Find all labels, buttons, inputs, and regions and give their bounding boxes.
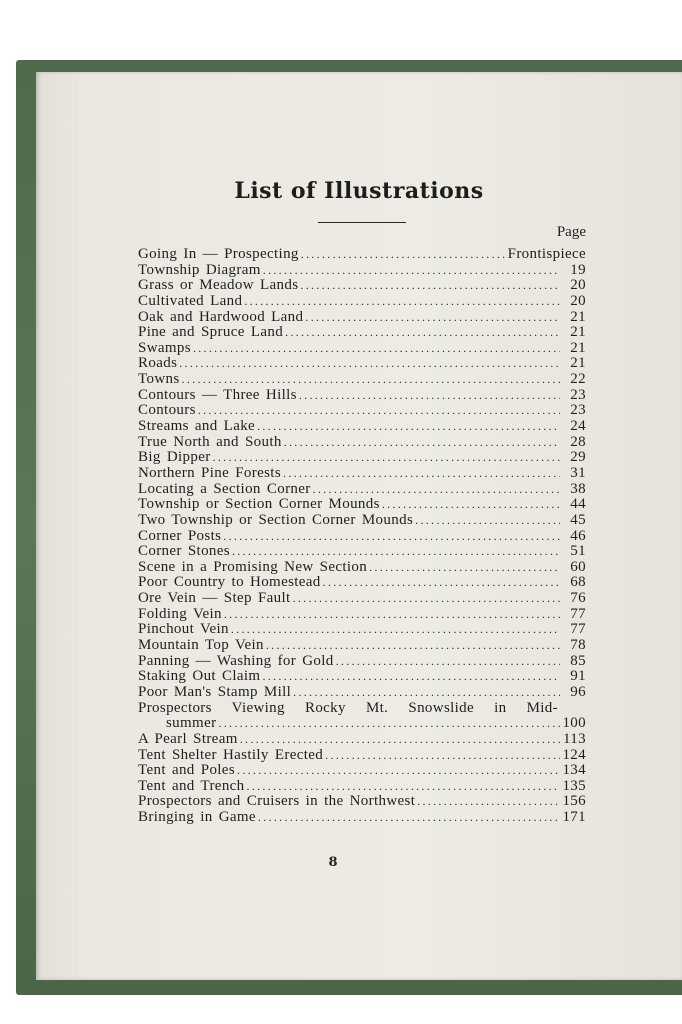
leader-dots <box>313 482 560 498</box>
entry-label: Panning — Washing for Gold <box>138 652 334 669</box>
leader-dots <box>182 372 560 388</box>
list-item <box>138 310 586 326</box>
leader-dots <box>258 810 560 826</box>
list-item <box>138 763 586 779</box>
entry-label: Oak and Hardwood Land <box>138 308 304 325</box>
list-item <box>138 654 586 670</box>
list-item <box>138 560 586 576</box>
leader-dots <box>263 263 560 279</box>
entry-page: 24 <box>570 418 586 435</box>
entry-page: 21 <box>570 324 586 341</box>
leader-dots <box>244 294 560 310</box>
entry-page: 113 <box>563 730 586 747</box>
leader-dots <box>232 544 560 560</box>
leader-dots <box>300 278 560 294</box>
list-item <box>138 435 586 451</box>
list-item <box>138 685 586 701</box>
list-item <box>138 419 586 435</box>
entry-page: 76 <box>570 590 586 607</box>
leader-dots <box>293 591 560 607</box>
entry-page: 77 <box>570 605 586 622</box>
leader-dots <box>305 310 560 326</box>
entry-page: 28 <box>570 433 586 450</box>
entry-label: Big Dipper <box>138 449 211 466</box>
entry-page: 77 <box>570 621 586 638</box>
entry-label: Two Township or Section Corner Mounds <box>138 511 414 528</box>
list-item <box>138 669 586 685</box>
entry-page: 156 <box>562 793 586 810</box>
leader-dots <box>323 575 560 591</box>
list-item <box>138 779 586 795</box>
leader-dots <box>237 763 560 779</box>
leader-dots <box>266 638 560 654</box>
list-item <box>138 388 586 404</box>
entry-label: Tent and Trench <box>138 777 245 794</box>
entry-page: 21 <box>570 355 586 372</box>
entry-label: Corner Stones <box>138 543 230 560</box>
leader-dots <box>415 513 560 529</box>
entry-label: Staking Out Claim <box>138 668 261 685</box>
list-item <box>138 450 586 466</box>
leader-dots <box>198 403 560 419</box>
entry-label: Folding Vein <box>138 605 222 622</box>
entry-label: Pinchout Vein <box>138 621 229 638</box>
leader-dots <box>257 419 560 435</box>
leader-dots <box>301 247 506 263</box>
page-column-header: Page <box>556 224 586 240</box>
entry-page: 44 <box>570 496 586 513</box>
leader-dots <box>213 450 560 466</box>
entry-label: Bringing in Game <box>138 809 256 826</box>
leader-dots <box>283 466 560 482</box>
entry-page: 29 <box>570 449 586 466</box>
list-item <box>138 278 586 294</box>
entry-label: Scene in a Promising New Section <box>138 558 368 575</box>
entry-label: Pine and Spruce Land <box>138 324 284 341</box>
entry-label: Contours — Three Hills <box>138 386 297 403</box>
leader-dots <box>293 685 560 701</box>
entry-page: 124 <box>562 746 586 763</box>
leader-dots <box>262 669 560 685</box>
leader-dots <box>247 779 560 795</box>
entry-label: Township or Section Corner Mounds <box>138 496 380 513</box>
entry-label: Roads <box>138 355 178 372</box>
entry-label: Ore Vein — Step Fault <box>138 590 291 607</box>
entry-page: 51 <box>570 543 586 560</box>
list-item <box>138 622 586 638</box>
entry-page: 100 <box>562 715 586 732</box>
entry-page: 60 <box>570 558 586 575</box>
list-item <box>138 294 586 310</box>
leader-dots <box>218 716 560 732</box>
entry-page: 23 <box>570 402 586 419</box>
entry-page: 20 <box>570 292 586 309</box>
list-item <box>138 482 586 498</box>
entry-label: Towns <box>138 371 180 388</box>
entry-page: 96 <box>570 683 586 700</box>
list-item <box>138 325 586 341</box>
entry-label: Prospectors Viewing Rocky Mt. Snowslide in Mid- <box>138 699 558 716</box>
entry-page: 23 <box>570 386 586 403</box>
entry-label-continued: summer <box>166 715 217 732</box>
entry-page: 21 <box>570 339 586 356</box>
entry-page: 171 <box>562 809 586 826</box>
leader-dots <box>284 435 560 451</box>
list-item <box>138 575 586 591</box>
entry-page: 135 <box>562 777 586 794</box>
entry-label: True North and South <box>138 433 282 450</box>
list-item <box>138 794 586 810</box>
entry-label: Cultivated Land <box>138 292 243 309</box>
list-item <box>138 701 586 732</box>
leader-dots <box>299 388 560 404</box>
leader-dots <box>231 622 560 638</box>
list-item <box>138 497 586 513</box>
leader-dots <box>193 341 560 357</box>
leader-dots <box>224 607 560 623</box>
entry-label: Tent Shelter Hastily Erected <box>138 746 324 763</box>
entry-page: 21 <box>570 308 586 325</box>
entry-label: Prospectors and Cruisers in the Northwest <box>138 793 416 810</box>
list-item <box>138 544 586 560</box>
list-item <box>138 372 586 388</box>
book-page <box>36 72 682 980</box>
entry-label: Tent and Poles <box>138 762 236 779</box>
list-item <box>138 810 586 826</box>
list-item <box>138 732 586 748</box>
leader-dots <box>336 654 560 670</box>
leader-dots <box>285 325 560 341</box>
entry-label: Contours <box>138 402 196 419</box>
page-number: 8 <box>328 855 338 870</box>
entry-label: Poor Man's Stamp Mill <box>138 683 292 700</box>
entry-page: 134 <box>562 762 586 779</box>
entry-label: Locating a Section Corner <box>138 480 311 497</box>
list-item <box>138 356 586 372</box>
list-item <box>138 247 586 263</box>
list-item <box>138 607 586 623</box>
entry-label: Swamps <box>138 339 191 356</box>
entry-label: Township Diagram <box>138 261 261 278</box>
entry-label: A Pearl Stream <box>138 730 238 747</box>
title-rule <box>318 222 406 223</box>
entry-page: 20 <box>570 277 586 294</box>
list-item <box>138 513 586 529</box>
entry-page: 19 <box>570 261 586 278</box>
entry-label: Northern Pine Forests <box>138 464 282 481</box>
leader-dots <box>179 356 560 372</box>
entry-continuation <box>138 716 586 732</box>
entry-page: 85 <box>570 652 586 669</box>
entry-page: 78 <box>570 637 586 654</box>
entry-page: 31 <box>570 464 586 481</box>
list-item <box>138 748 586 764</box>
entry-page: 91 <box>570 668 586 685</box>
leader-dots <box>223 529 560 545</box>
entry-label: Poor Country to Homestead <box>138 574 321 591</box>
entry-label: Going In — Prospecting <box>138 246 299 262</box>
leader-dots <box>325 748 560 764</box>
entry-page: 38 <box>570 480 586 497</box>
list-item <box>138 638 586 654</box>
entry-page: 22 <box>570 371 586 388</box>
list-item <box>138 529 586 545</box>
entry-page: 45 <box>570 511 586 528</box>
entry-label: Grass or Meadow Lands <box>138 277 299 294</box>
list-item <box>138 341 586 357</box>
illustrations-list <box>138 247 586 826</box>
entry-page: 46 <box>570 527 586 544</box>
list-item <box>138 263 586 279</box>
entry-page: 68 <box>570 574 586 591</box>
leader-dots <box>417 794 560 810</box>
list-item <box>138 591 586 607</box>
entry-page: Frontispiece <box>507 246 586 262</box>
entry-label: Streams and Lake <box>138 418 256 435</box>
page-title: List of Illustrations <box>234 178 484 204</box>
leader-dots <box>369 560 560 576</box>
entry-label: Corner Posts <box>138 527 222 544</box>
list-item <box>138 403 586 419</box>
entry-label: Mountain Top Vein <box>138 637 264 654</box>
list-item <box>138 466 586 482</box>
leader-dots <box>240 732 560 748</box>
leader-dots <box>382 497 560 513</box>
